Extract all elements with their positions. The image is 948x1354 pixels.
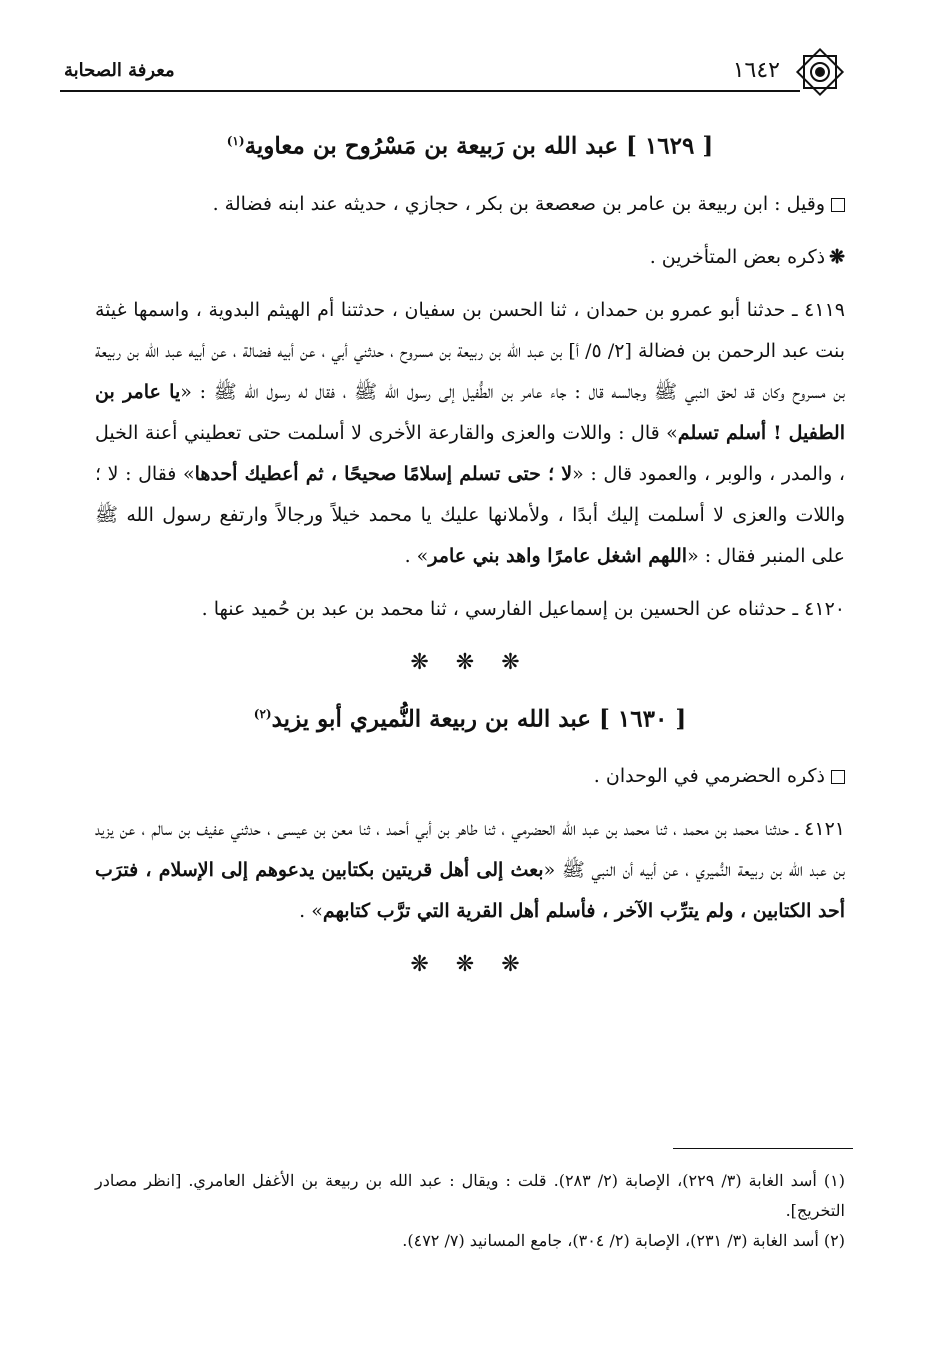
hadith-text: ٤١٢١ ـ حدثنا محمد بن محمد ، ثنا محمد بن عبد الله الحضرمي ، ثنا طاهر بن أبي أحمد ، ثنا معن بن عيسى ، حدثني عفيف بن سالم ، عن يزيد بن عبد الله بن ربيعة النُّميري ، عن أبيه أن النبي ﷺ « [95,818,845,882]
entry-heading-1630 [95,691,845,743]
hadith-quote: يا عامر بن الطفيل ! أسلم تسلم [95,380,845,444]
hadith-text: » . [299,900,323,923]
page-header [60,52,850,94]
hadith-text: » . [404,544,429,567]
asterisk-icon: ❋ [829,245,845,268]
hadith-quote: لا ؛ حتى تسلم إسلامًا صحيحًا ، ثم أعطيك أحدها [194,462,573,485]
footnotes [95,1166,845,1256]
alt-name-line [95,184,845,225]
square-bullet-icon [831,198,845,212]
hadith-4120: ٤١٢٠ ـ حدثناه عن الحسين بن إسماعيل الفارسي ، ثنا محمد بن عبد بن حُميد عنها . [201,597,845,620]
alt-name-text: وقيل : ابن ربيعة بن عامر بن صعصعة بن بكر ، حجازي ، حديثه عند ابنه فضالة . [212,192,825,215]
hadith-quote: اللهم اشغل عامرًا واهد بني عامر [428,544,688,567]
footnote-ref-2: (٢) [253,706,272,721]
note-line [95,756,845,797]
entry-heading-text: [ ١٦٢٩ ] عبد الله بن رَبيعة بن مَسْرُوح بن معاوية [244,132,714,160]
footnote-2: (٢) أسد الغابة (٣/ ٢٣١)، الإصابة (٢/ ٣٠٤)، جامع المسانيد (٧/ ٤٧٢). [402,1231,845,1250]
hadith-4121 [95,809,845,932]
ornament-icon [790,42,850,102]
footnote-rule [673,1148,853,1149]
header-rule [60,90,800,92]
footnote-ref-1: (١) [226,134,245,148]
running-title: معرفة الصحابة [64,60,175,81]
section-separator: ❋ ❋ ❋ [410,649,530,675]
page-body [95,118,845,993]
hadith-4119 [95,290,845,577]
footnote-1: (١) أسد الغابة (٣/ ٢٢٩)، الإصابة (٢/ ٢٨٣). قلت : ويقال : عبد الله بن ربيعة بن الأغفل العامري. [انظر مصادر التخريج]. [95,1171,846,1220]
hadith-text: » فقال : لا ؛ واللات والعزى لا أسلمت إليك أبدًا ، ولأملانها عليك يا محمد خيلاً ورجالاً وارتفع رسول الله ﷺ على المنبر فقال : « [95,462,845,567]
note-text: ذكره الحضرمي في الوحدان . [593,765,825,788]
hadith-text: » قال : واللات والعزى والقارعة الأخرى لا أسلمت حتى تعطيني أعنة الخيل ، والمدر ، والوبر ، والعمود قال : « [95,421,845,485]
section-separator: ❋ ❋ ❋ [410,952,530,978]
page-number: ١٦٤٢ [732,58,780,83]
square-bullet-icon [831,770,845,784]
hadith-quote: بعث إلى أهل قريتين بكتابين يدعوهم إلى الإسلام ، فترَب أحد الكتابين ، ولم يترِّب الآخر ، فأسلم أهل القرية التي ترَّب كتابهم [95,859,845,923]
note-line [95,237,845,278]
hadith-text: ٤١١٩ ـ حدثنا أبو عمرو بن حمدان ، ثنا الحسن بن سفيان ، حدثتنا أم الهيثم البدوية ، واسمها غيثة بنت عبد الرحمن بن فضالة [٢/ ٥/ أ] بن عبد الله بن ربيعة بن مسروح ، حدثني أبي ، عن أبيه فضالة ، عن أبيه عبد الله بن ربيعة بن مسروح وكان قد لحق النبي ﷺ وجالسه قال : جاء عامر بن الطُّفيل إلى رسول الله ﷺ ، فقال له رسول الله ﷺ : « [95,298,845,403]
entry-heading-1629 [95,118,845,170]
entry-heading-text: [ ١٦٣٠ ] عبد الله بن ربيعة النُّميري أبو يزيد [271,705,687,733]
note-text: ذكره بعض المتأخرين . [649,245,826,268]
